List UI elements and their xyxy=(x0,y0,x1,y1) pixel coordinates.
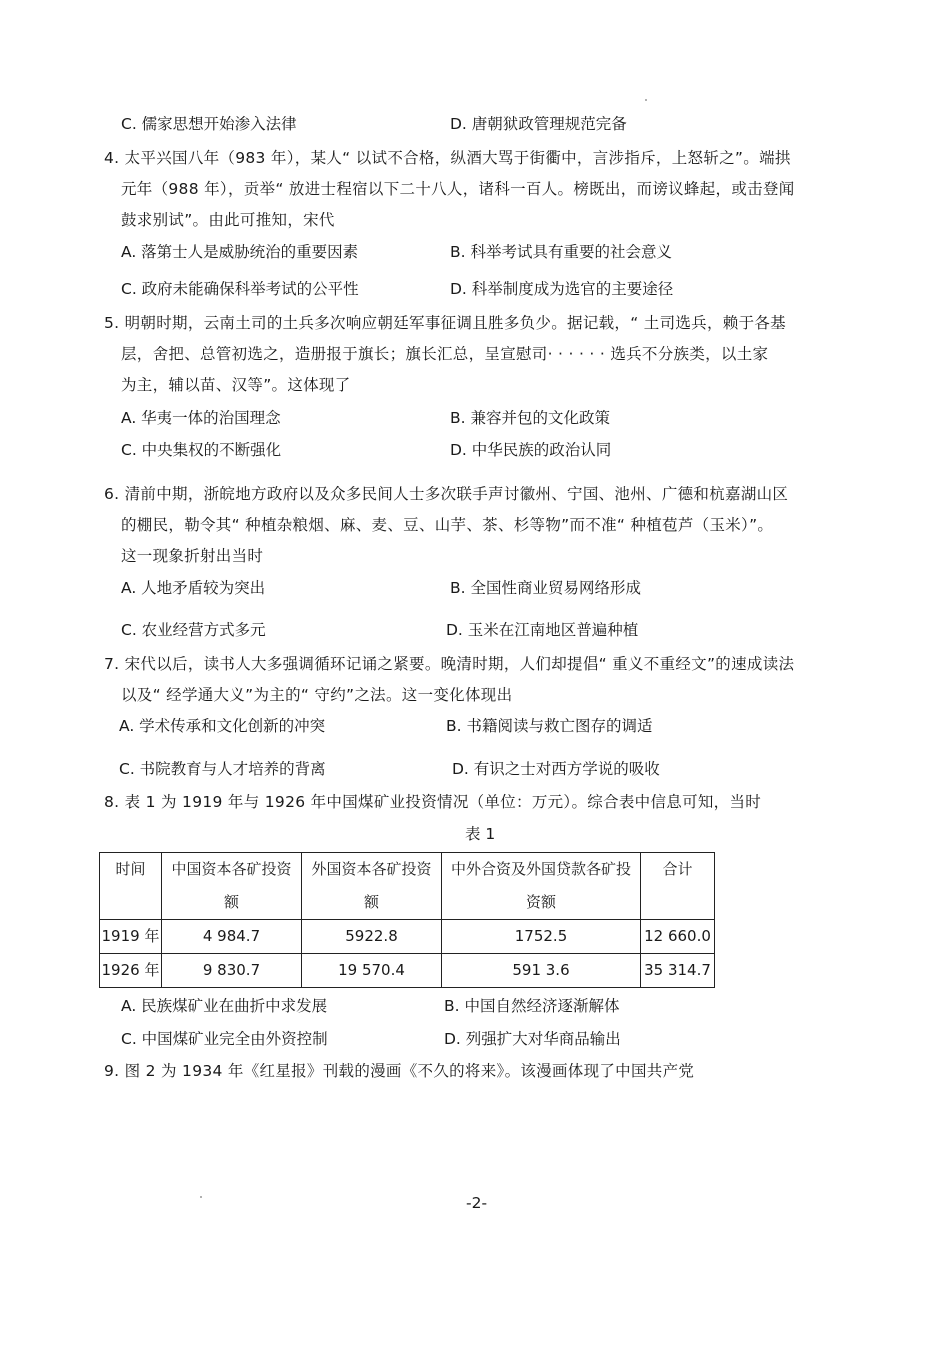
q6-option-c: C. 农业经营方式多元 xyxy=(121,621,266,639)
q8-option-b: B. 中国自然经济逐渐解体 xyxy=(444,997,620,1015)
table-cell: 9 830.7 xyxy=(162,954,302,988)
header-cell: 时间 xyxy=(100,853,162,920)
header-cell: 合计 xyxy=(641,853,715,920)
q7-option-c: C. 书院教育与人才培养的背离 xyxy=(119,760,326,778)
q6-stem-line2: 的棚民，勒令其“ 种植杂粮烟、麻、麦、豆、山芋、茶、杉等物”而不准“ 种植苞芦（玉米）”。 xyxy=(121,516,774,534)
q4-stem-line2: 元年（988 年），贡举“ 放进士程宿以下二十八人，诸科一百人。榜既出，而谤议蜂起，或击登闻 xyxy=(121,180,795,198)
q4-option-d: D. 科举制度成为选官的主要途径 xyxy=(450,280,674,298)
header-cell: 中外合资及外国贷款各矿投 资额 xyxy=(442,853,641,920)
table-cell: 1919 年 xyxy=(100,920,162,954)
q7-stem-line1: 7. 宋代以后，读书人大多强调循环记诵之紧要。晚清时期，人们却提倡“ 重义不重经文”的速成读法 xyxy=(104,655,795,673)
table-row xyxy=(100,920,715,954)
q5-stem-line3: 为主，辅以苗、汉等”。这体现了 xyxy=(121,376,351,394)
q5-stem-line1: 5. 明朝时期，云南土司的土兵多次响应朝廷军事征调且胜多负少。据记载，“ 土司选兵，赖于各基 xyxy=(104,314,786,332)
header-cell: 外国资本各矿投资 额 xyxy=(302,853,442,920)
q7-option-a: A. 学术传承和文化创新的冲突 xyxy=(119,717,326,735)
table-cell: 19 570.4 xyxy=(302,954,442,988)
q4-stem-line3: 鼓求别试”。由此可推知，宋代 xyxy=(121,211,335,229)
table-cell: 35 314.7 xyxy=(641,954,715,988)
q6-option-d: D. 玉米在江南地区普遍种植 xyxy=(446,621,639,639)
q5-stem-line2: 层，舍把、总管初选之，造册报于旗长；旗长汇总，呈宣慰司· · · · · · 选兵不分族类，以土家 xyxy=(121,345,769,363)
q3-option-c: C. 儒家思想开始渗入法律 xyxy=(121,115,297,133)
table-cell: 591 3.6 xyxy=(442,954,641,988)
q6-stem-line1: 6. 清前中期，浙皖地方政府以及众多民间人士多次联手声讨徽州、宁国、池州、广德和杭嘉湖山区 xyxy=(104,485,789,503)
q4-option-c: C. 政府未能确保科举考试的公平性 xyxy=(121,280,359,298)
table-cell: 1752.5 xyxy=(442,920,641,954)
q4-stem-line1: 4. 太平兴国八年（983 年），某人“ 以试不合格，纵酒大骂于街衢中，言涉指斥，上怒斩之”。端拱 xyxy=(104,149,791,167)
q7-option-d: D. 有识之士对西方学说的吸收 xyxy=(452,760,660,778)
header-cell: 中国资本各矿投资 额 xyxy=(162,853,302,920)
q8-option-a: A. 民族煤矿业在曲折中求发展 xyxy=(121,997,328,1015)
table-row xyxy=(100,954,715,988)
q5-option-b: B. 兼容并包的文化政策 xyxy=(450,409,610,427)
q7-option-b: B. 书籍阅读与救亡图存的调适 xyxy=(446,717,653,735)
table-cell: 5922.8 xyxy=(302,920,442,954)
table-cell: 1926 年 xyxy=(100,954,162,988)
table-cell: 12 660.0 xyxy=(641,920,715,954)
q4-option-a: A. 落第士人是威胁统治的重要因素 xyxy=(121,243,359,261)
scan-speck xyxy=(200,1196,202,1198)
q5-option-a: A. 华夷一体的治国理念 xyxy=(121,409,281,427)
q7-stem-line2: 以及“ 经学通大义”为主的“ 守约”之法。这一变化体现出 xyxy=(121,686,513,704)
coal-investment-table xyxy=(99,852,715,988)
q6-option-b: B. 全国性商业贸易网络形成 xyxy=(450,579,641,597)
q6-option-a: A. 人地矛盾较为突出 xyxy=(121,579,266,597)
q8-stem-line1: 8. 表 1 为 1919 年与 1926 年中国煤矿业投资情况（单位：万元）。综合表中信息可知，当时 xyxy=(104,793,762,811)
q5-option-c: C. 中央集权的不断强化 xyxy=(121,441,282,459)
q8-option-d: D. 列强扩大对华商品输出 xyxy=(444,1030,621,1048)
q9-stem-line1: 9. 图 2 为 1934 年《红星报》刊载的漫画《不久的将来》。该漫画体现了中国共产党 xyxy=(104,1062,695,1080)
table-header-row xyxy=(100,853,715,920)
table-caption: 表 1 xyxy=(465,825,496,843)
q3-option-d: D. 唐朝狱政管理规范完备 xyxy=(450,115,627,133)
q4-option-b: B. 科举考试具有重要的社会意义 xyxy=(450,243,672,261)
q5-option-d: D. 中华民族的政治认同 xyxy=(450,441,612,459)
q8-option-c: C. 中国煤矿业完全由外资控制 xyxy=(121,1030,328,1048)
table-cell: 4 984.7 xyxy=(162,920,302,954)
page-number: -2- xyxy=(466,1194,488,1212)
q6-stem-line3: 这一现象折射出当时 xyxy=(121,547,264,565)
scan-speck xyxy=(645,99,647,101)
